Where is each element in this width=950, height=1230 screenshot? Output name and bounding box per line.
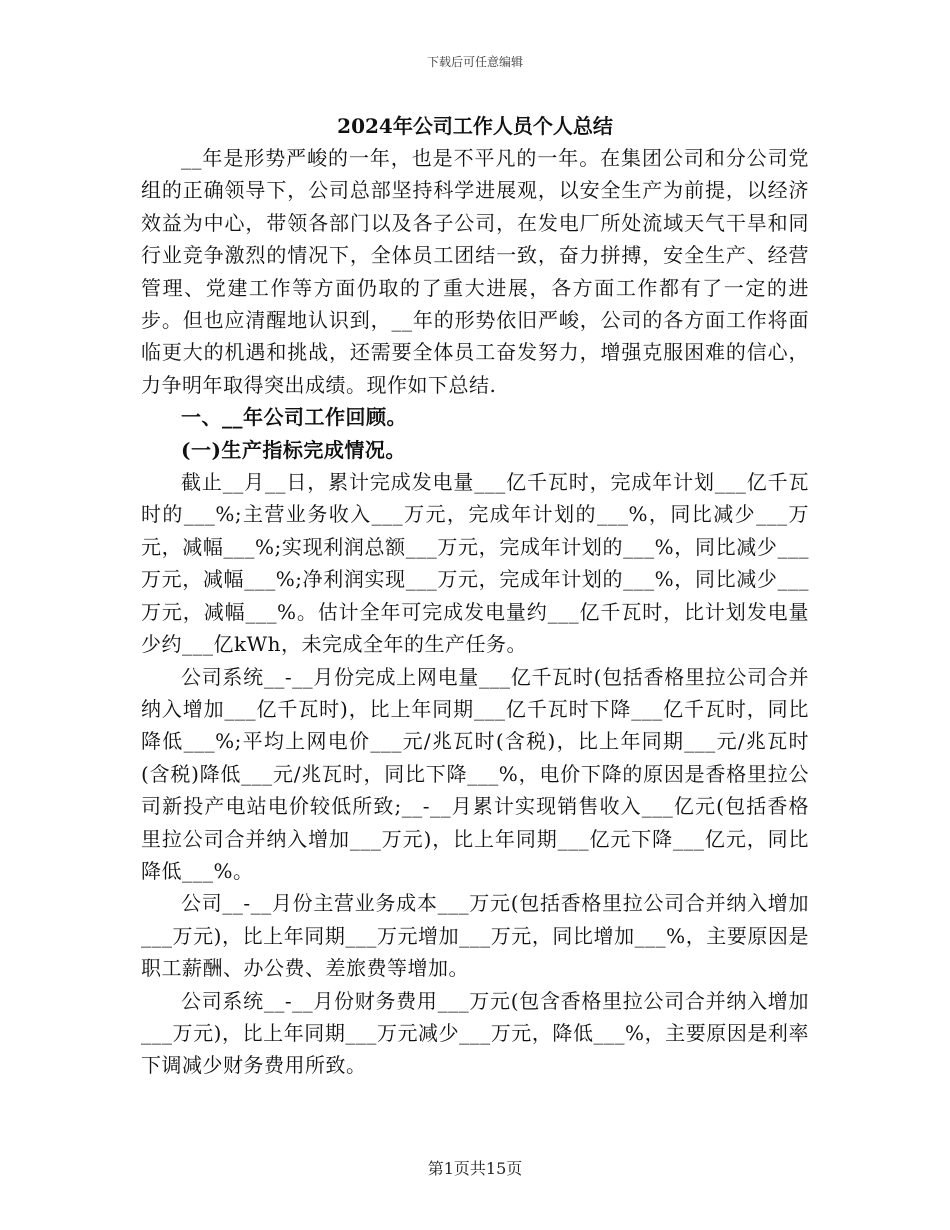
paragraph-production: 截止__月__日，累计完成发电量___亿千瓦时，完成年计划___亿千瓦时的___%;主营业务收入___万元，完成年计划的___%，同比减少___万元，减幅___%;实现利润总额___万元，完成年计划的___%，同比减少___万元，减幅___%;净利润实现___万元，完成年计划的___%，同比减少___万元，减幅___%。估计全年可完成发电量约___亿千瓦时，比计划发电量少约___亿kWh，未完成全年的生产任务。 <box>141 470 809 657</box>
document-body <box>141 142 809 1082</box>
subsection-heading: (一)生产指标完成情况。 <box>181 437 406 462</box>
document-title: 2024年公司工作人员个人总结 <box>337 114 613 138</box>
paragraph-financial-cost: 公司系统__-__月份财务费用___万元(包含香格里拉公司合并纳入增加___万元)，比上年同期___万元减少___万元，降低___%，主要原因是利率下调减少财务费用所致。 <box>141 988 809 1078</box>
section-heading: 一、__年公司工作回顾。 <box>181 405 407 430</box>
paragraph-intro: __年是形势严峻的一年，也是不平凡的一年。在集团公司和分公司党组的正确领导下，公司总部坚持科学进展观，以安全生产为前提，以经济效益为中心，带领各部门以及各子公司，在发电厂所处流域天气干旱和同行业竞争激烈的情况下，全体员工团结一致，奋力拼搏，安全生产、经营管理、党建工作等方面仍取的了重大进展，各方面工作都有了一定的进步。但也应清醒地认识到，__年的形势依旧严峻，公司的各方面工作将面临更大的机遇和挑战，还需要全体员工奋发努力，增强克服困难的信心，力争明年取得突出成绩。现作如下总结. <box>141 146 809 397</box>
page-footer: 第1页共15页 <box>427 1159 523 1178</box>
paragraph-grid-power: 公司系统__-__月份完成上网电量___亿千瓦时(包括香格里拉公司合并纳入增加___亿千瓦时)，比上年同期___亿千瓦时下降___亿千瓦时，同比降低___%;平均上网电价___元/兆瓦时(含税)，比上年同期___元/兆瓦时(含税)降低___元/兆瓦时，同比下降___%，电价下降的原因是香格里拉公司新投产电站电价较低所致;__-__月累计实现销售收入___亿元(包括香格里拉公司合并纳入增加___万元)，比上年同期___亿元下降___亿元，同比降低___%。 <box>141 664 809 883</box>
header-note: 下载后可任意编辑 <box>426 55 523 69</box>
paragraph-operating-cost: 公司__-__月份主营业务成本___万元(包括香格里拉公司合并纳入增加___万元)，比上年同期___万元增加___万元，同比增加___%，主要原因是职工薪酬、办公费、差旅费等增加。 <box>141 891 809 981</box>
